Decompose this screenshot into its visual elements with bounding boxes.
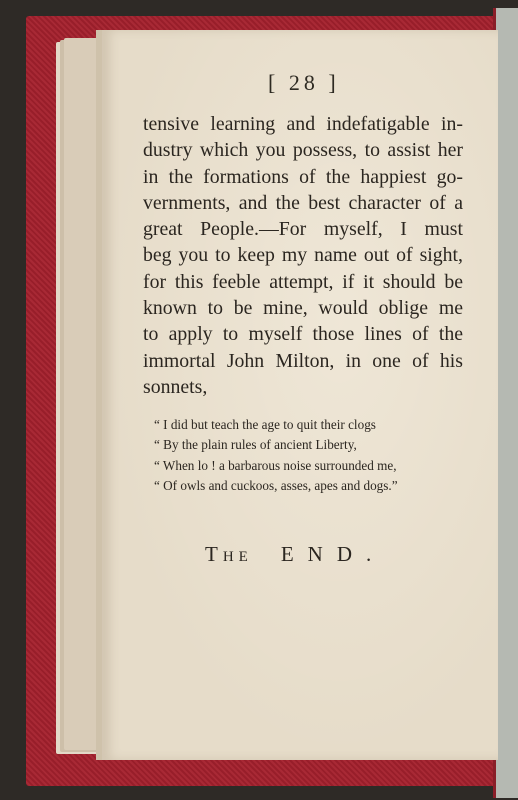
text-line: immortal John Milton, in one of his [143, 349, 463, 372]
body-paragraph [143, 111, 463, 400]
text-line: great People.—For myself, I must [143, 218, 463, 241]
text-line: vernments, and the best character of a [143, 191, 463, 214]
page-number: [ 28 ] [268, 70, 340, 95]
text-line: tensive learning and indefatigable in- [143, 113, 463, 135]
the-end-heading [205, 542, 385, 567]
text-line: for this feeble attempt, if it should be [143, 270, 463, 293]
verse-line: “ Of owls and cuckoos, asses, apes and dogs.” [154, 478, 398, 494]
the-end-word-the: THE [205, 542, 253, 566]
text-line: dustry which you possess, to assist her [143, 139, 463, 162]
the-end-word-end: END. [280, 542, 386, 566]
text-line: beg you to keep my name out of sight, [143, 244, 463, 267]
verse-line: “ When lo ! a barbarous noise surrounded me, [154, 457, 397, 473]
text-line: known to be mine, would oblige me [143, 297, 463, 320]
text-line: sonnets, [143, 375, 208, 398]
text-line: to apply to myself those lines of the [143, 323, 463, 346]
milton-quotation [154, 415, 454, 497]
verse-line: “ I did but teach the age to quit their clogs [154, 417, 376, 432]
text-line: in the formations of the happiest go- [143, 165, 463, 188]
verse-line: “ By the plain rules of ancient Liberty, [154, 437, 357, 453]
